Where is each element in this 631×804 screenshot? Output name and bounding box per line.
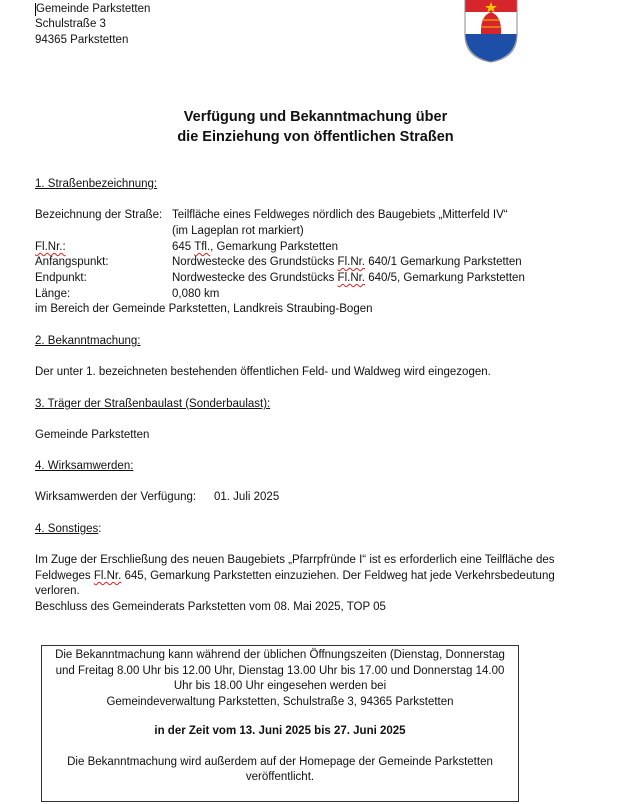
notice-line2: und Freitag 8.00 Uhr bis 12.00 Uhr, Dienstag 13.00 Uhr bis 17.00 und Donnerstag 14.00 bbox=[55, 664, 505, 677]
section5-line1: Im Zuge der Erschließung des neuen Baugebiets „Pfarrpfründe I“ ist es erforderlich eine Teilfläche des bbox=[35, 554, 555, 566]
section5-heading-text: 4. Sonstiges bbox=[35, 523, 99, 535]
section3-text: Gemeinde Parkstetten bbox=[35, 429, 150, 441]
coat-of-arms-icon bbox=[463, 0, 519, 63]
section5-line2: Feldweges Fl.Nr. 645, Gemarkung Parkstetten einzuziehen. Der Feldweg hat jede Verkehrsbedeutung bbox=[35, 570, 555, 582]
spellcheck-mark: Tfl. bbox=[194, 241, 211, 253]
length-label: Länge: bbox=[35, 288, 71, 300]
end-label: Endpunkt: bbox=[35, 272, 87, 284]
sender-name: Gemeinde Parkstetten bbox=[36, 3, 151, 15]
area-text: im Bereich der Gemeinde Parkstetten, Landkreis Straubing-Bogen bbox=[35, 303, 373, 315]
parcel-label: Fl.Nr.: bbox=[35, 241, 66, 253]
section5-heading-colon: : bbox=[98, 523, 102, 535]
section5-line3: verloren. bbox=[35, 585, 80, 597]
street-label: Bezeichnung der Straße: bbox=[35, 209, 163, 221]
section2-heading: 2. Bekanntmachung: bbox=[35, 335, 141, 347]
spellcheck-mark: Fl.Nr. bbox=[337, 272, 366, 284]
length-value: 0,080 km bbox=[172, 288, 220, 300]
resolution-text: Beschluss des Gemeinderats Parkstetten vom 08. Mai 2025, TOP 05 bbox=[35, 601, 386, 613]
notice-web-line1: Die Bekanntmachung wird außerdem auf der Homepage der Gemeinde Parkstetten bbox=[67, 755, 493, 768]
street-value: Teilfläche eines Feldweges nördlich des Baugebiets „Mitterfeld IV“ bbox=[172, 209, 508, 221]
section3-heading: 3. Träger der Straßenbaulast (Sonderbaulast): bbox=[35, 398, 271, 410]
effective-date: 01. Juli 2025 bbox=[214, 491, 280, 503]
document-title-line1: Verfügung und Bekanntmachung über bbox=[183, 109, 448, 125]
spellcheck-mark: Fl.Nr. bbox=[93, 570, 122, 582]
parcel-value: 645 Tfl., Gemarkung Parkstetten bbox=[172, 241, 339, 253]
notice-line4: Gemeindeverwaltung Parkstetten, Schulstraße 3, 94365 Parkstetten bbox=[106, 695, 454, 708]
notice-web-line2: veröffentlicht. bbox=[245, 771, 315, 783]
notice-box bbox=[41, 645, 519, 802]
section4-heading: 4. Wirksamwerden: bbox=[35, 460, 134, 472]
notice-line3: Uhr bis 18.00 Uhr eingesehen werden bei bbox=[173, 680, 387, 692]
notice-period: in der Zeit vom 13. Juni 2025 bis 27. Juni 2025 bbox=[154, 725, 406, 737]
start-label: Anfangspunkt: bbox=[35, 256, 109, 268]
street-value-note: (im Lageplan rot markiert) bbox=[172, 225, 304, 237]
end-value: Nordwestecke des Grundstücks Fl.Nr. 640/5, Gemarkung Parkstetten bbox=[172, 272, 525, 284]
sender-city: 94365 Parkstetten bbox=[35, 34, 129, 46]
sender-street: Schulstraße 3 bbox=[35, 18, 106, 30]
spellcheck-mark: Fl.Nr. bbox=[337, 256, 366, 268]
start-value: Nordwestecke des Grundstücks Fl.Nr. 640/1 Gemarkung Parkstetten bbox=[172, 256, 522, 268]
section5-heading bbox=[35, 522, 102, 537]
notice-line1: Die Bekanntmachung kann während der üblichen Öffnungszeiten (Dienstag, Donnerstag bbox=[55, 649, 505, 661]
section1-heading: 1. Straßenbezeichnung: bbox=[35, 178, 158, 190]
section2-text: Der unter 1. bezeichneten bestehenden öffentlichen Feld- und Waldweg wird eingezogen. bbox=[35, 366, 491, 378]
document-title-line2: die Einziehung von öffentlichen Straßen bbox=[177, 129, 454, 145]
effective-label: Wirksamwerden der Verfügung: bbox=[35, 491, 197, 503]
